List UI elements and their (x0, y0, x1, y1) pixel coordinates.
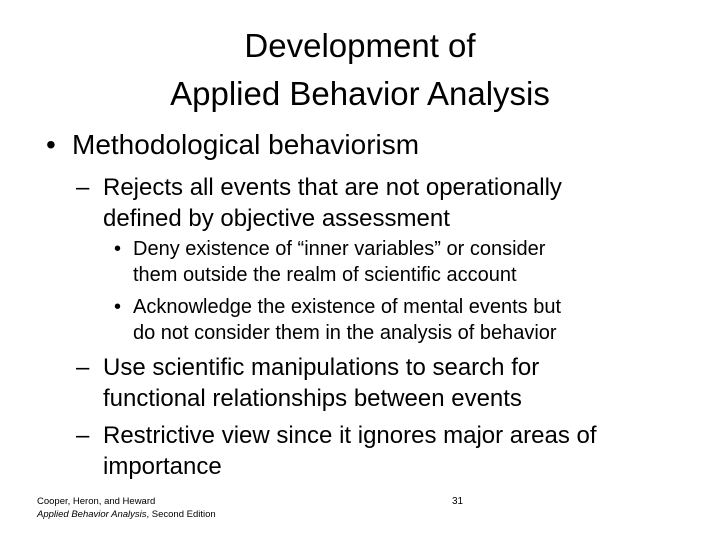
sub-point-line: Use scientific manipulations to search for (103, 354, 540, 381)
title-line-2: Applied Behavior Analysis (170, 75, 550, 112)
footer-book (37, 508, 216, 521)
nested-point-text (133, 236, 545, 288)
nested-point-text (133, 294, 561, 346)
footer-edition: , Second Edition (146, 509, 216, 520)
dash-icon: – (76, 174, 90, 201)
main-point-text: Methodological behaviorism (72, 129, 420, 160)
nested-point-line: them outside the realm of scientific account (133, 264, 517, 286)
footer-citation (37, 495, 216, 521)
sub-point-line: Restrictive view since it ignores major areas of (103, 422, 597, 449)
sub-point-text (103, 172, 562, 234)
nested-point-line: Deny existence of “inner variables” or consider (133, 238, 546, 260)
sub-point-text (103, 420, 597, 482)
bullet-icon: • (114, 238, 122, 260)
bullet-icon: • (46, 129, 56, 160)
sub-point-line: Rejects all events that are not operationally (103, 174, 562, 201)
sub-point-line: defined by objective assessment (103, 205, 450, 232)
nested-point-line: do not consider them in the analysis of behavior (133, 322, 557, 344)
page-number: 31 (452, 496, 464, 507)
sub-point-text (103, 352, 539, 414)
title-line-1: Development of (244, 27, 476, 64)
footer-book-title: Applied Behavior Analysis (37, 509, 147, 520)
dash-icon: – (76, 354, 90, 381)
nested-point-line: Acknowledge the existence of mental events but (133, 296, 562, 318)
footer-authors: Cooper, Heron, and Heward (37, 496, 156, 507)
sub-point-line: importance (103, 453, 222, 480)
sub-point-line: functional relationships between events (103, 385, 522, 412)
slide-title (40, 22, 680, 118)
bullet-icon: • (114, 296, 122, 318)
dash-icon: – (76, 422, 90, 449)
